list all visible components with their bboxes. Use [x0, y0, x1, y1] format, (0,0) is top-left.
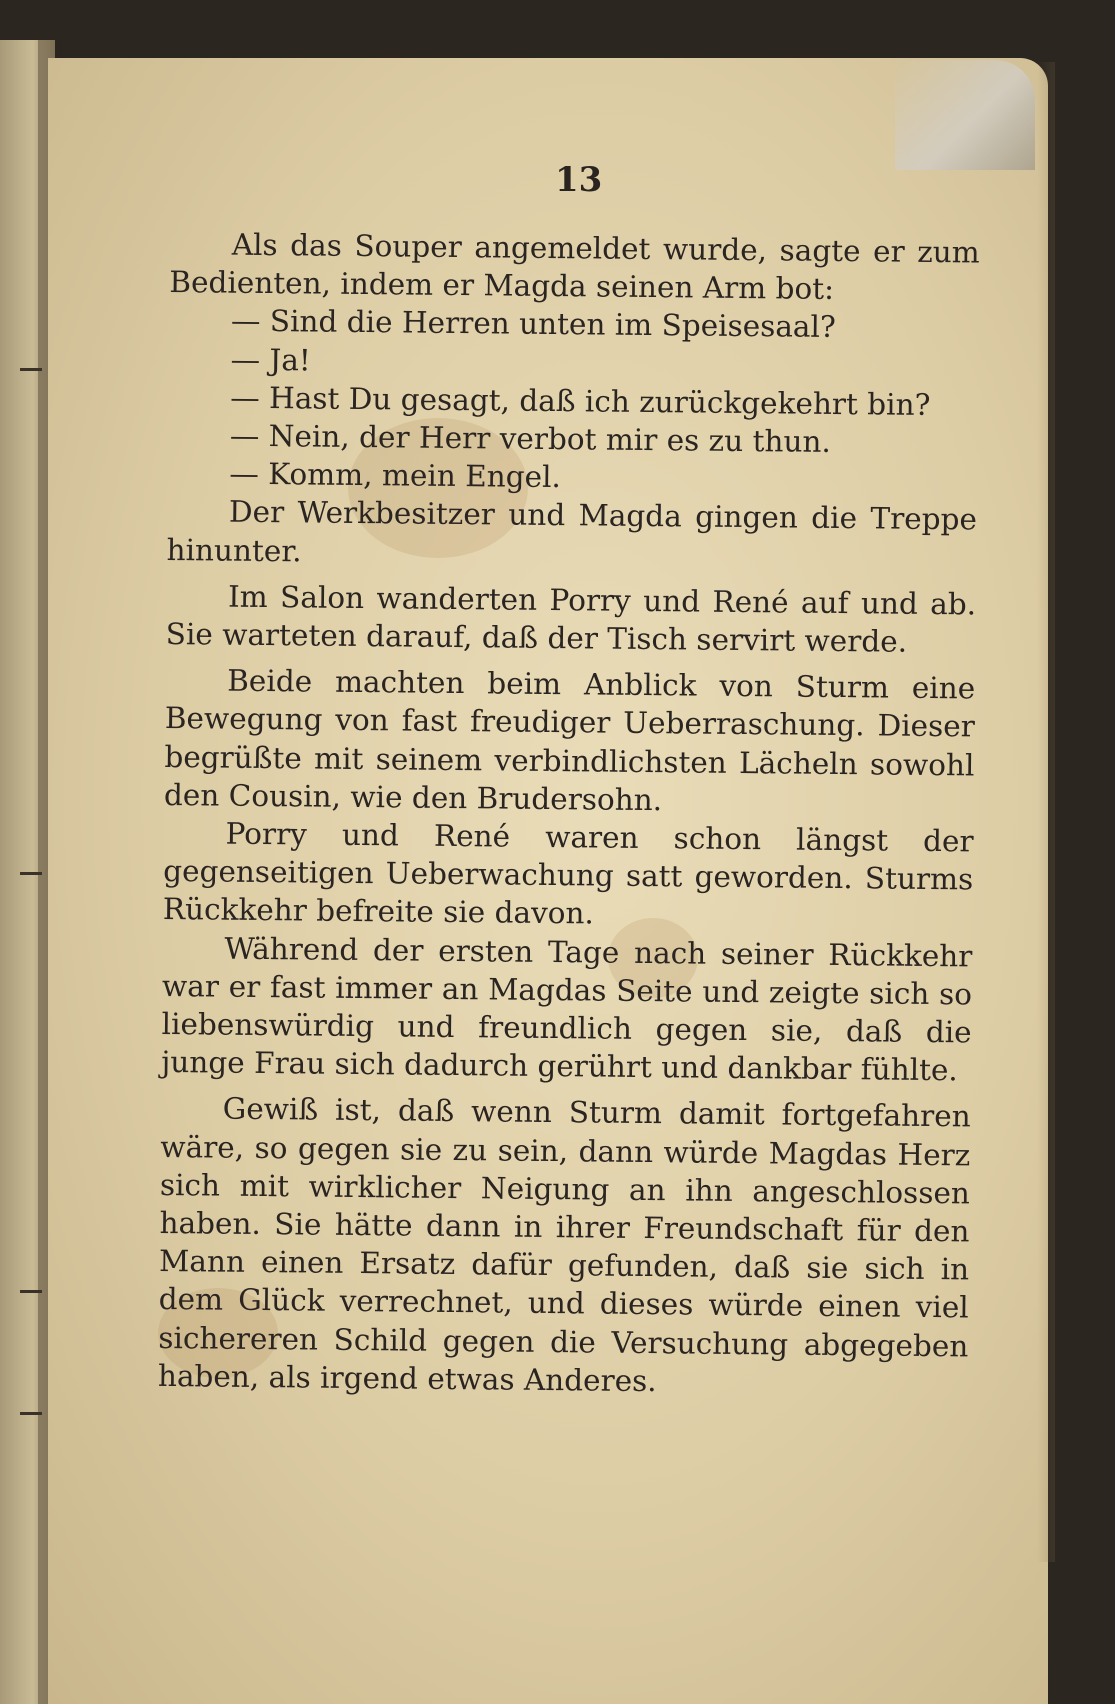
dialog-line: — Sind die Herren unten im Speisesaal? [230, 304, 836, 345]
paragraph: Als das Souper angemeldet wurde, sagte er zum Bedienten, indem er Magda seinen Arm bot: [169, 227, 980, 307]
frayed-page-corner [895, 60, 1035, 170]
paragraph: Im Salon wanderten Porry und René auf und ab. Sie warteten darauf, daß der Tisch servirt werde. [165, 579, 977, 659]
page-number: 13 [555, 160, 603, 200]
dialog-line: — Nein, der Herr verbot mir es zu thun. [229, 418, 831, 459]
dialog-line: — Komm, mein Engel. [229, 456, 562, 495]
paragraph: Während der ersten Tage nach seiner Rückkehr war er fast immer an Magdas Seite und zeigte sich so liebenswürdig und freundlich gegen sie, daß die junge Frau sich dadurch gerührt und dankbar fühlte. [161, 931, 973, 1088]
paragraph: Beide machten beim Anblick von Sturm eine Bewegung von fast freudiger Ueberraschung. Dieser begrüßte mit seinem verbindlichsten Lächeln sowohl den Cousin, wie den Brudersohn. [163, 663, 976, 818]
paragraph: Gewiß ist, daß wenn Sturm damit fortgefahren wäre, so gegen sie zu sein, dann würde Magdas Herz sich mit wirklicher Neigung an ihn angeschlossen haben. Sie hätte dann in ihrer Freundschaft für den Mann einen Ersatz dafür gefunden, daß sie sich in dem Glück verrechnet, und dieses würde einen viel sichereren Schild gegen die Versuchung abgegeben haben, als irgend etwas Anderes. [157, 1092, 971, 1399]
dialog-line: — Ja! [230, 342, 311, 378]
margin-mark [20, 1290, 42, 1293]
margin-mark [20, 1412, 42, 1415]
margin-mark [20, 872, 42, 875]
margin-mark [20, 368, 42, 371]
dialog-line: — Hast Du gesagt, daß ich zurückgekehrt bin? [230, 380, 931, 422]
paragraph: Porry und René waren schon längst der gegenseitigen Ueberwachung satt geworden. Sturms Rückkehr befreite sie davon. [162, 816, 974, 931]
paragraph: Der Werkbesitzer und Magda gingen die Treppe hinunter. [166, 495, 978, 569]
body-text [158, 225, 980, 1404]
page-edge-shading [1037, 62, 1055, 1562]
